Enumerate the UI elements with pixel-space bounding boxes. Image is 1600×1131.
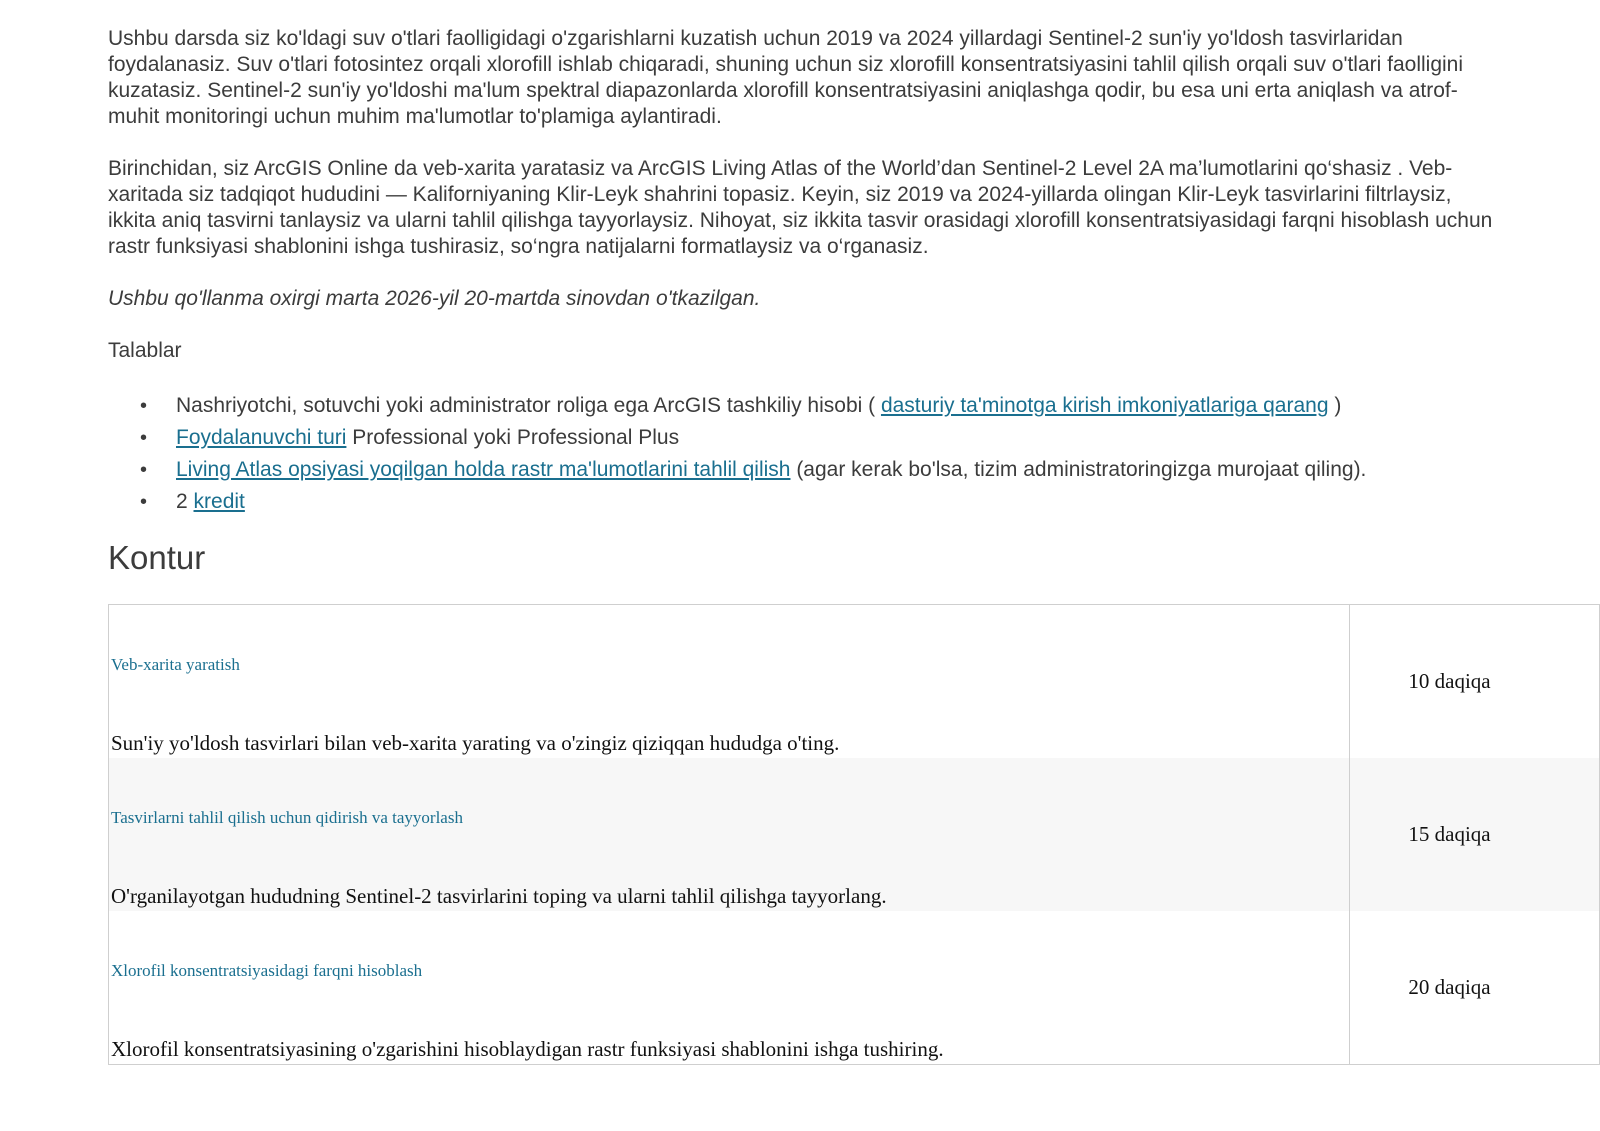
step-duration: 15 daqiqa [1408,822,1491,846]
requirement-text: 2 [176,490,194,513]
user-type-link[interactable]: Foydalanuvchi turi [176,426,347,449]
lesson-content [108,26,1600,1065]
table-row [109,911,1600,1065]
requirement-item-account [108,390,1600,422]
outline-table [108,604,1600,1065]
requirements-list [108,390,1600,518]
step-cell [109,911,1350,1065]
requirement-text: Nashriyotchi, sotuvchi yoki administrator roliga ega ArcGIS tashkiliy hisobi ( [176,394,881,417]
step-cell [109,758,1350,911]
requirement-text: (agar kerak bo'lsa, tizim administratoringizga murojaat qiling). [790,458,1367,481]
step-cell [109,605,1350,759]
step-duration: 20 daqiqa [1408,975,1491,999]
requirement-item-user-type [108,422,1600,454]
requirement-item-raster-analysis [108,454,1600,486]
step-title-link-calculate-change[interactable]: Xlorofil konsentratsiyasidagi farqni hisoblash [111,961,423,980]
requirement-item-credits [108,486,1600,518]
table-row [109,605,1600,759]
bullet-icon: • [140,395,148,417]
credits-link[interactable]: kredit [193,490,245,513]
step-description: Xlorofil konsentratsiyasining o'zgarishini hisoblaydigan rastr funksiyasi shablonini ishga tushiring. [111,1037,944,1061]
step-description: O'rganilayotgan hududning Sentinel-2 tasvirlarini toping va ularni tahlil qilishga tayyorlang. [111,884,887,908]
raster-analysis-link[interactable]: Living Atlas opsiyasi yoqilgan holda rastr ma'lumotlarini tahlil qilish [176,458,791,481]
table-row [109,758,1600,911]
bullet-icon: • [140,491,148,513]
software-access-link[interactable]: dasturiy ta'minotga kirish imkoniyatlariga qarang [880,394,1329,417]
bullet-icon: • [140,427,148,449]
bullet-icon: • [140,459,148,481]
step-description: Sun'iy yo'ldosh tasvirlari bilan veb-xarita yarating va o'zingiz qiziqqan hududga o'ting. [111,731,840,755]
outline-heading: Kontur [108,539,206,576]
intro-paragraph-1: Ushbu darsda siz ko'ldagi suv o'tlari faolligidagi o'zgarishlarni kuzatish uchun 2019 va 2024 yillardagi Sentinel-2 sun'iy yo'ldosh tasvirlaridan foydalanasiz. Suv o'tlari fotosintez orqali xlorofill ishlab chiqaradi, shuning uchun siz xlorofill konsentratsiyasini tahlil qilish orqali suv o'tlari faolligini kuzatasiz. Sentinel-2 sun'iy yo'ldoshi ma'lum spektral diapazonlarda xlorofill konsentratsiyasini aniqlashga qodir, bu esa uni erta aniqlash va atrof-muhit monitoringi uchun muhim ma'lumotlar to'plamiga aylantiradi. [108,27,1464,128]
step-title-link-create-map[interactable]: Veb-xarita yaratish [111,655,240,674]
requirement-text: ) [1328,394,1342,417]
step-title-link-find-imagery[interactable]: Tasvirlarni tahlil qilish uchun qidirish va tayyorlash [111,808,463,827]
tested-note: Ushbu qo'llanma oxirgi marta 2026-yil 20-martda sinovdan o'tkazilgan. [108,287,761,310]
requirements-heading: Talablar [108,339,182,362]
step-duration: 10 daqiqa [1408,669,1491,693]
requirement-text: Professional yoki Professional Plus [346,426,680,449]
intro-paragraph-2: Birinchidan, siz ArcGIS Online da veb-xarita yaratasiz va ArcGIS Living Atlas of the World’dan Sentinel-2 Level 2A ma’lumotlarini qo‘shasiz . Veb-xaritada siz tadqiqot hududini — Kaliforniyaning Klir-Leyk shahrini topasiz. Keyin, siz 2019 va 2024-yillarda olingan Klir-Leyk tasvirlarini filtrlaysiz, ikkita aniq tasvirni tanlaysiz va ularni tahlil qilishga tayyorlaysiz. Nihoyat, siz ikkita tasvir orasidagi xlorofill konsentratsiyasidagi farqni hisoblash uchun rastr funksiyasi shablonini ishga tushirasiz, so‘ngra natijalarni formatlaysiz va o‘rganasiz. [108,157,1493,258]
